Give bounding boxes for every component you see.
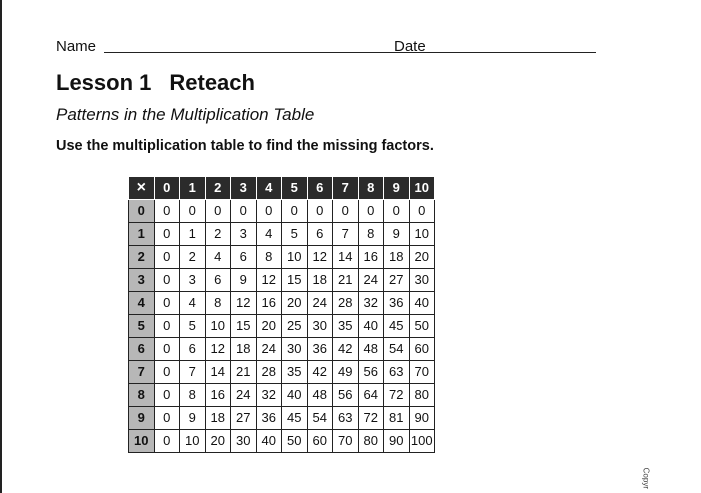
product-cell: 50 (282, 430, 308, 453)
row-header: 10 (129, 430, 155, 453)
product-cell: 0 (154, 200, 180, 223)
product-cell: 27 (231, 407, 257, 430)
table-row (129, 269, 435, 292)
lesson-subtitle: Patterns in the Multiplication Table (56, 105, 315, 124)
product-cell: 72 (358, 407, 384, 430)
product-cell: 90 (384, 430, 410, 453)
column-header: 0 (154, 177, 180, 200)
product-cell: 15 (231, 315, 257, 338)
product-cell: 10 (180, 430, 206, 453)
product-cell: 0 (333, 200, 359, 223)
product-cell: 35 (333, 315, 359, 338)
product-cell: 0 (154, 361, 180, 384)
product-cell: 36 (256, 407, 282, 430)
name-label: Name (56, 38, 97, 55)
product-cell: 0 (282, 200, 308, 223)
row-header: 4 (129, 292, 155, 315)
table-row (129, 200, 435, 223)
product-cell: 30 (282, 338, 308, 361)
row-header: 9 (129, 407, 155, 430)
product-cell: 45 (384, 315, 410, 338)
product-cell: 2 (205, 223, 231, 246)
product-cell: 48 (307, 384, 333, 407)
product-cell: 9 (180, 407, 206, 430)
product-cell: 81 (384, 407, 410, 430)
column-header: 9 (384, 177, 410, 200)
product-cell: 40 (409, 292, 435, 315)
product-cell: 3 (180, 269, 206, 292)
product-cell: 25 (282, 315, 308, 338)
column-header: 10 (409, 177, 435, 200)
product-cell: 30 (307, 315, 333, 338)
column-header: 1 (180, 177, 206, 200)
product-cell: 70 (409, 361, 435, 384)
product-cell: 16 (256, 292, 282, 315)
row-header: 0 (129, 200, 155, 223)
product-cell: 0 (154, 223, 180, 246)
table-row (129, 338, 435, 361)
multiplication-table (128, 176, 435, 453)
times-corner-cell: × (129, 177, 155, 200)
table-row (129, 246, 435, 269)
product-cell: 20 (205, 430, 231, 453)
product-cell: 24 (358, 269, 384, 292)
table-row (129, 223, 435, 246)
table-row (129, 361, 435, 384)
product-cell: 18 (205, 407, 231, 430)
product-cell: 9 (384, 223, 410, 246)
row-header: 3 (129, 269, 155, 292)
product-cell: 6 (231, 246, 257, 269)
date-label: Date (394, 38, 426, 55)
product-cell: 18 (307, 269, 333, 292)
product-cell: 16 (205, 384, 231, 407)
product-cell: 12 (205, 338, 231, 361)
product-cell: 14 (205, 361, 231, 384)
product-cell: 0 (231, 200, 257, 223)
product-cell: 49 (333, 361, 359, 384)
date-blank-line (428, 52, 596, 53)
product-cell: 36 (384, 292, 410, 315)
product-cell: 4 (256, 223, 282, 246)
row-header: 2 (129, 246, 155, 269)
product-cell: 42 (307, 361, 333, 384)
product-cell: 64 (358, 384, 384, 407)
name-blank-line (104, 52, 444, 53)
product-cell: 100 (409, 430, 435, 453)
product-cell: 7 (180, 361, 206, 384)
product-cell: 42 (333, 338, 359, 361)
product-cell: 14 (333, 246, 359, 269)
product-cell: 5 (180, 315, 206, 338)
product-cell: 0 (154, 246, 180, 269)
column-header: 7 (333, 177, 359, 200)
product-cell: 0 (384, 200, 410, 223)
product-cell: 5 (282, 223, 308, 246)
product-cell: 12 (256, 269, 282, 292)
product-cell: 32 (256, 384, 282, 407)
product-cell: 56 (358, 361, 384, 384)
product-cell: 80 (409, 384, 435, 407)
product-cell: 12 (231, 292, 257, 315)
product-cell: 8 (358, 223, 384, 246)
product-cell: 0 (409, 200, 435, 223)
product-cell: 18 (384, 246, 410, 269)
product-cell: 6 (205, 269, 231, 292)
lesson-title (56, 70, 255, 96)
column-header: 2 (205, 177, 231, 200)
product-cell: 54 (307, 407, 333, 430)
lesson-heading: Reteach (169, 70, 255, 95)
product-cell: 36 (307, 338, 333, 361)
product-cell: 40 (282, 384, 308, 407)
product-cell: 10 (205, 315, 231, 338)
product-cell: 40 (358, 315, 384, 338)
product-cell: 2 (180, 246, 206, 269)
product-cell: 0 (154, 315, 180, 338)
product-cell: 7 (333, 223, 359, 246)
column-header: 4 (256, 177, 282, 200)
product-cell: 0 (180, 200, 206, 223)
product-cell: 20 (256, 315, 282, 338)
row-header: 8 (129, 384, 155, 407)
column-header: 3 (231, 177, 257, 200)
row-header: 7 (129, 361, 155, 384)
product-cell: 30 (231, 430, 257, 453)
product-cell: 63 (384, 361, 410, 384)
product-cell: 8 (180, 384, 206, 407)
product-cell: 28 (256, 361, 282, 384)
product-cell: 30 (409, 269, 435, 292)
copyright-fragment: Copyr (641, 467, 650, 489)
product-cell: 0 (154, 269, 180, 292)
column-header: 5 (282, 177, 308, 200)
product-cell: 8 (205, 292, 231, 315)
product-cell: 15 (282, 269, 308, 292)
product-cell: 54 (384, 338, 410, 361)
product-cell: 0 (154, 338, 180, 361)
table-row (129, 292, 435, 315)
product-cell: 8 (256, 246, 282, 269)
product-cell: 21 (333, 269, 359, 292)
product-cell: 60 (307, 430, 333, 453)
product-cell: 21 (231, 361, 257, 384)
product-cell: 27 (384, 269, 410, 292)
table-row (129, 407, 435, 430)
product-cell: 50 (409, 315, 435, 338)
product-cell: 10 (282, 246, 308, 269)
product-cell: 6 (307, 223, 333, 246)
product-cell: 40 (256, 430, 282, 453)
product-cell: 32 (358, 292, 384, 315)
product-cell: 12 (307, 246, 333, 269)
product-cell: 20 (409, 246, 435, 269)
product-cell: 0 (154, 292, 180, 315)
product-cell: 0 (154, 430, 180, 453)
product-cell: 28 (333, 292, 359, 315)
product-cell: 18 (231, 338, 257, 361)
table-row (129, 384, 435, 407)
row-header: 6 (129, 338, 155, 361)
product-cell: 0 (358, 200, 384, 223)
column-header: 6 (307, 177, 333, 200)
product-cell: 45 (282, 407, 308, 430)
product-cell: 56 (333, 384, 359, 407)
product-cell: 0 (205, 200, 231, 223)
product-cell: 72 (384, 384, 410, 407)
row-header: 1 (129, 223, 155, 246)
table-row (129, 315, 435, 338)
product-cell: 4 (180, 292, 206, 315)
product-cell: 6 (180, 338, 206, 361)
table-header-row (129, 177, 435, 200)
lesson-number: Lesson 1 (56, 70, 152, 95)
product-cell: 24 (256, 338, 282, 361)
page-edge-rule (0, 0, 2, 493)
product-cell: 0 (154, 384, 180, 407)
product-cell: 3 (231, 223, 257, 246)
product-cell: 35 (282, 361, 308, 384)
instructions: Use the multiplication table to find the missing factors. (56, 138, 434, 154)
product-cell: 9 (231, 269, 257, 292)
product-cell: 80 (358, 430, 384, 453)
product-cell: 20 (282, 292, 308, 315)
column-header: 8 (358, 177, 384, 200)
product-cell: 0 (256, 200, 282, 223)
row-header: 5 (129, 315, 155, 338)
product-cell: 70 (333, 430, 359, 453)
product-cell: 0 (307, 200, 333, 223)
table-row (129, 430, 435, 453)
product-cell: 1 (180, 223, 206, 246)
product-cell: 90 (409, 407, 435, 430)
product-cell: 48 (358, 338, 384, 361)
product-cell: 24 (307, 292, 333, 315)
product-cell: 16 (358, 246, 384, 269)
product-cell: 10 (409, 223, 435, 246)
product-cell: 24 (231, 384, 257, 407)
product-cell: 60 (409, 338, 435, 361)
product-cell: 63 (333, 407, 359, 430)
product-cell: 0 (154, 407, 180, 430)
product-cell: 4 (205, 246, 231, 269)
